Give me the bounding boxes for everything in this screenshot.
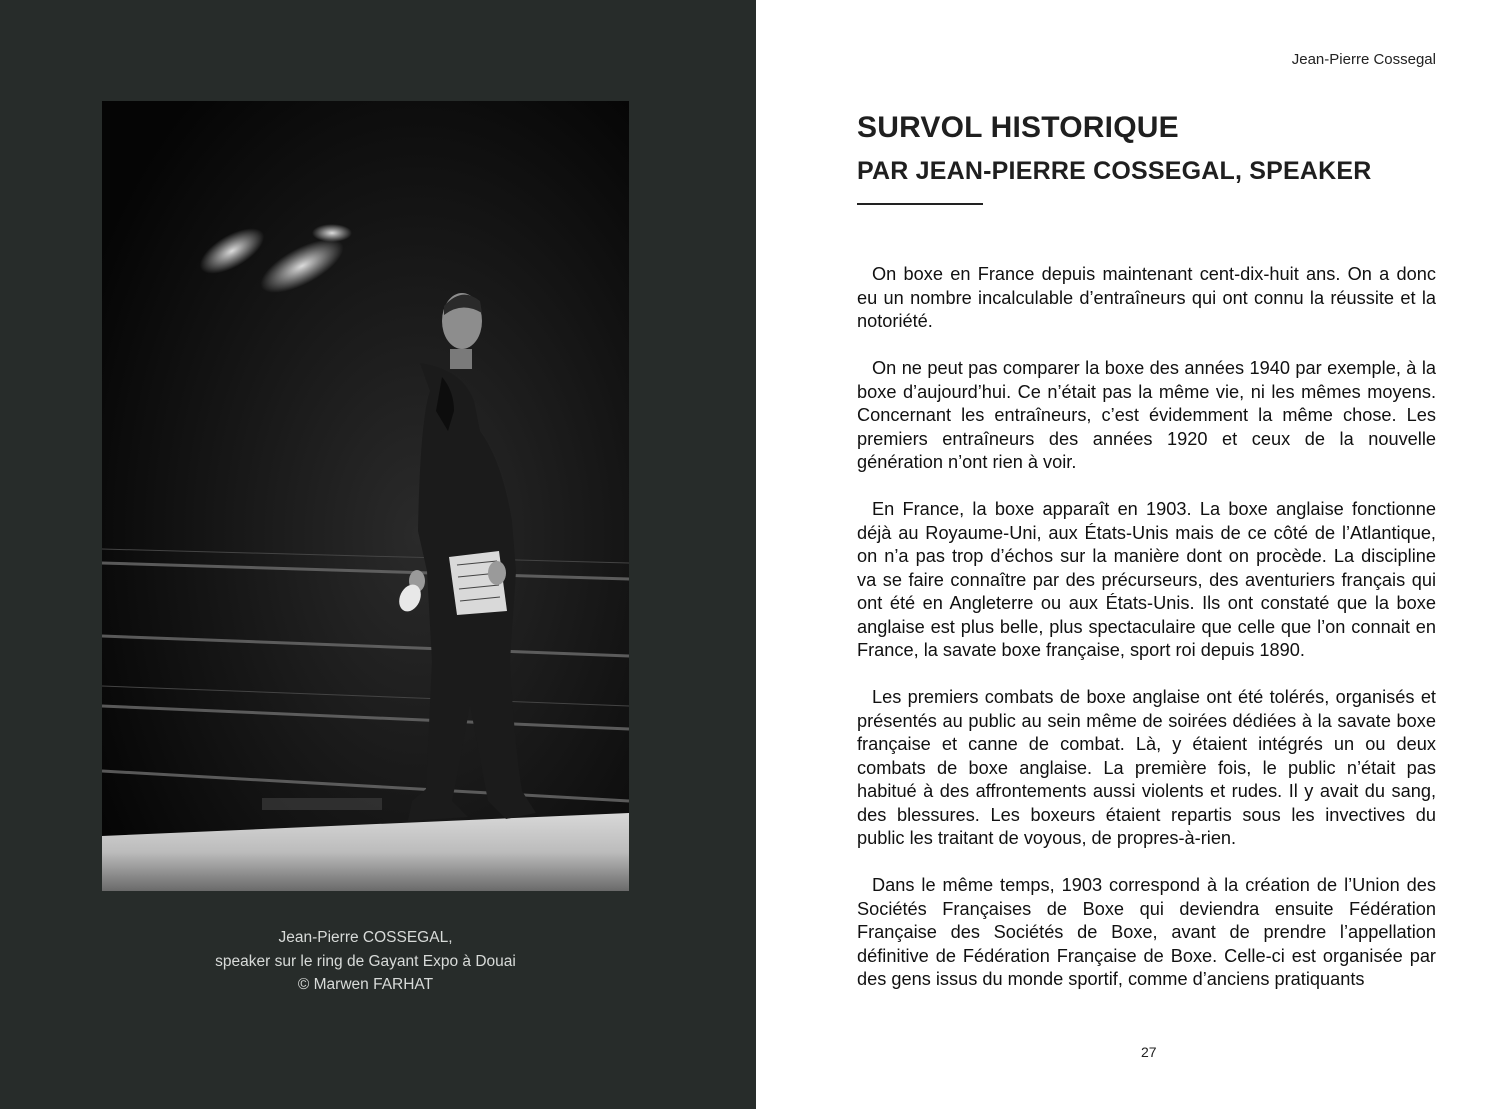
- chapter-title: SURVOL HISTORIQUE: [857, 111, 1179, 144]
- caption-line-1: Jean-Pierre COSSEGAL,: [278, 929, 453, 946]
- body-text: [857, 263, 1436, 1015]
- running-head: Jean-Pierre Cossegal: [1291, 51, 1436, 68]
- chapter-subtitle: PAR JEAN-PIERRE COSSEGAL, SPEAKER: [857, 157, 1372, 185]
- title-rule: [857, 203, 983, 205]
- paragraph: On boxe en France depuis maintenant cent-dix-huit ans. On a donc eu un nombre incalculable d’entraîneurs qui ont connu la réussite et la notoriété.: [857, 264, 1436, 331]
- paragraph: On ne peut pas comparer la boxe des années 1940 par exemple, à la boxe d’aujourd’hui. Ce n’était pas la même vie, ni les mêmes moyens. Concernant les entraîneurs, c’est évidemment la même chose. Les premiers entraîneurs des années 1920 et ceux de la nouvelle génération n’ont rien à voir.: [857, 358, 1436, 472]
- paragraph: En France, la boxe apparaît en 1903. La boxe anglaise fonctionne déjà au Royaume-Uni, aux États-Unis mais de ce côté de l’Atlantique, on n’a pas trop d’échos sur la manière dont on procède. La discipline va se faire connaître par des précurseurs, des aventuriers français qui ont été en Angleterre ou aux États-Unis. Ils ont constaté que la boxe anglaise est plus belle, plus spectaculaire que celle que l’on connait en France, la savate boxe française, sport roi depuis 1890.: [857, 499, 1436, 660]
- caption-line-3: © Marwen FARHAT: [297, 976, 434, 993]
- photo-illustration: [102, 101, 629, 891]
- caption-line-2: speaker sur le ring de Gayant Expo à Douai: [215, 952, 516, 970]
- speaker-photo: [102, 101, 629, 891]
- page-number: 27: [1141, 1044, 1157, 1060]
- right-page: [756, 0, 1512, 1109]
- photo-caption: [102, 926, 629, 997]
- paragraph: Dans le même temps, 1903 correspond à la création de l’Union des Sociétés Françaises de Boxe qui deviendra ensuite Fédération Française des Sociétés de Boxe, avant de prendre l’appellation définitive de Fédération Française de Boxe. Celle-ci est organisée par des gens issus du monde sportif, comme d’anciens pratiquants: [857, 875, 1436, 989]
- paragraph: Les premiers combats de boxe anglaise ont été tolérés, organisés et présentés au public au sein même de soirées dédiées à la savate boxe française et canne de combat. Là, y étaient intégrés un ou deux combats de boxe anglaise. La première fois, le public n’était pas habitué à des affrontements aussi violents et rudes. Il y avait du sang, des blessures. Les boxeurs étaient repartis sous les invectives du public les traitant de voyous, de propres-à-rien.: [857, 687, 1436, 848]
